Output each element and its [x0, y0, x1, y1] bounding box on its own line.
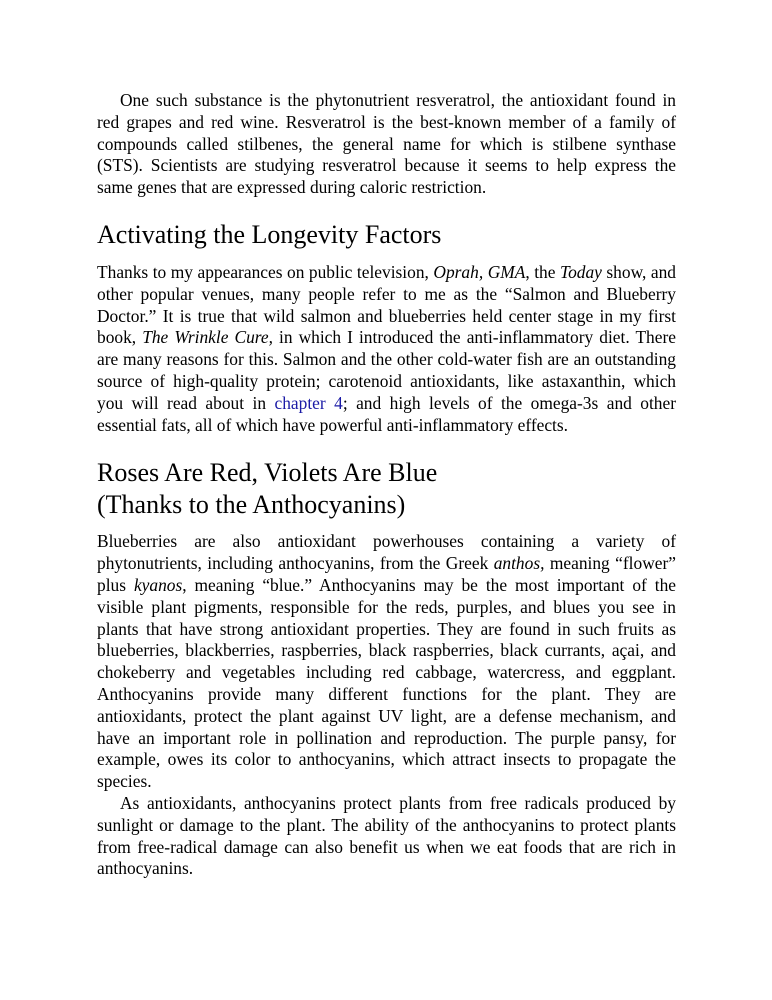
italic-text: Today [560, 261, 602, 282]
heading-line-1: Roses Are Red, Violets Are Blue [97, 458, 438, 488]
paragraph-antioxidant-benefit: As antioxidants, anthocyanins protect plants from free radicals produced by sunlight or damage to the plant. The ability of the anthocyanins to protect plants from free-radical damage can also benefit us when we eat foods that are rich in anthocyanins. [97, 792, 676, 879]
section-heading-roses [97, 457, 676, 521]
italic-text: kyanos [133, 574, 183, 595]
text-run: meaning “flower” plus [97, 553, 676, 595]
chapter-4-link[interactable]: chapter 4 [274, 392, 343, 413]
heading-line-2: (Thanks to the Anthocyanins) [97, 490, 406, 520]
italic-text: Oprah, GMA [433, 261, 526, 282]
text-run: , the [525, 261, 560, 282]
paragraph-salmon-blueberry [97, 262, 676, 436]
book-title: The Wrinkle Cure, [142, 327, 273, 348]
section-heading-longevity: Activating the Longevity Factors [97, 219, 442, 249]
text-run: Thanks to my appearances on public television, [97, 261, 434, 282]
text-run: ; and high levels of the omega-3s and other essential fats, all of which have powerful anti-inflammatory effects. [97, 392, 677, 435]
paragraph-anthocyanins [97, 531, 676, 793]
italic-text: anthos, [493, 553, 545, 574]
text-run: Blueberries are also antioxidant powerhouses containing a variety of phytonutrients, including anthocyanins, from the Greek [97, 531, 676, 574]
text-run: in which I introduced the anti-inflammatory diet. There are many reasons for this. Salmon and the other cold-water fish are an outstanding source of high-quality protein; carotenoid antioxidants, like astaxanthin, which you will read about in [97, 327, 676, 413]
text-run: show, and other popular venues, many people refer to me as the “Salmon and Blueberry Doctor.” It is true that wild salmon and blueberries held center stage in my first book, [97, 261, 676, 348]
paragraph-resveratrol: One such substance is the phytonutrient resveratrol, the antioxidant found in red grapes and red wine. Resveratrol is the best-known member of a family of compounds called stilbenes, the general name for which is stilbene synthase (STS). Scientists are studying resveratrol because it seems to help express the same genes that are expressed during caloric restriction. [97, 90, 676, 198]
text-run: , meaning “blue.” Anthocyanins may be the most important of the visible plant pigments, responsible for the reds, purples, and blues you see in plants that have strong antioxidant properties. They are found in such fruits as blueberries, blackberries, raspberries, black raspberries, black currants, açai, and chokeberry and vegetables including red cabbage, watercress, and eggplant. Anthocyanins provide many different functions for the plant. They are antioxidants, protect the plant against UV light, are a defense mechanism, and have an important role in pollination and reproduction. The purple pansy, for example, owes its color to anthocyanins, which attract insects to propagate the species. [97, 574, 676, 792]
